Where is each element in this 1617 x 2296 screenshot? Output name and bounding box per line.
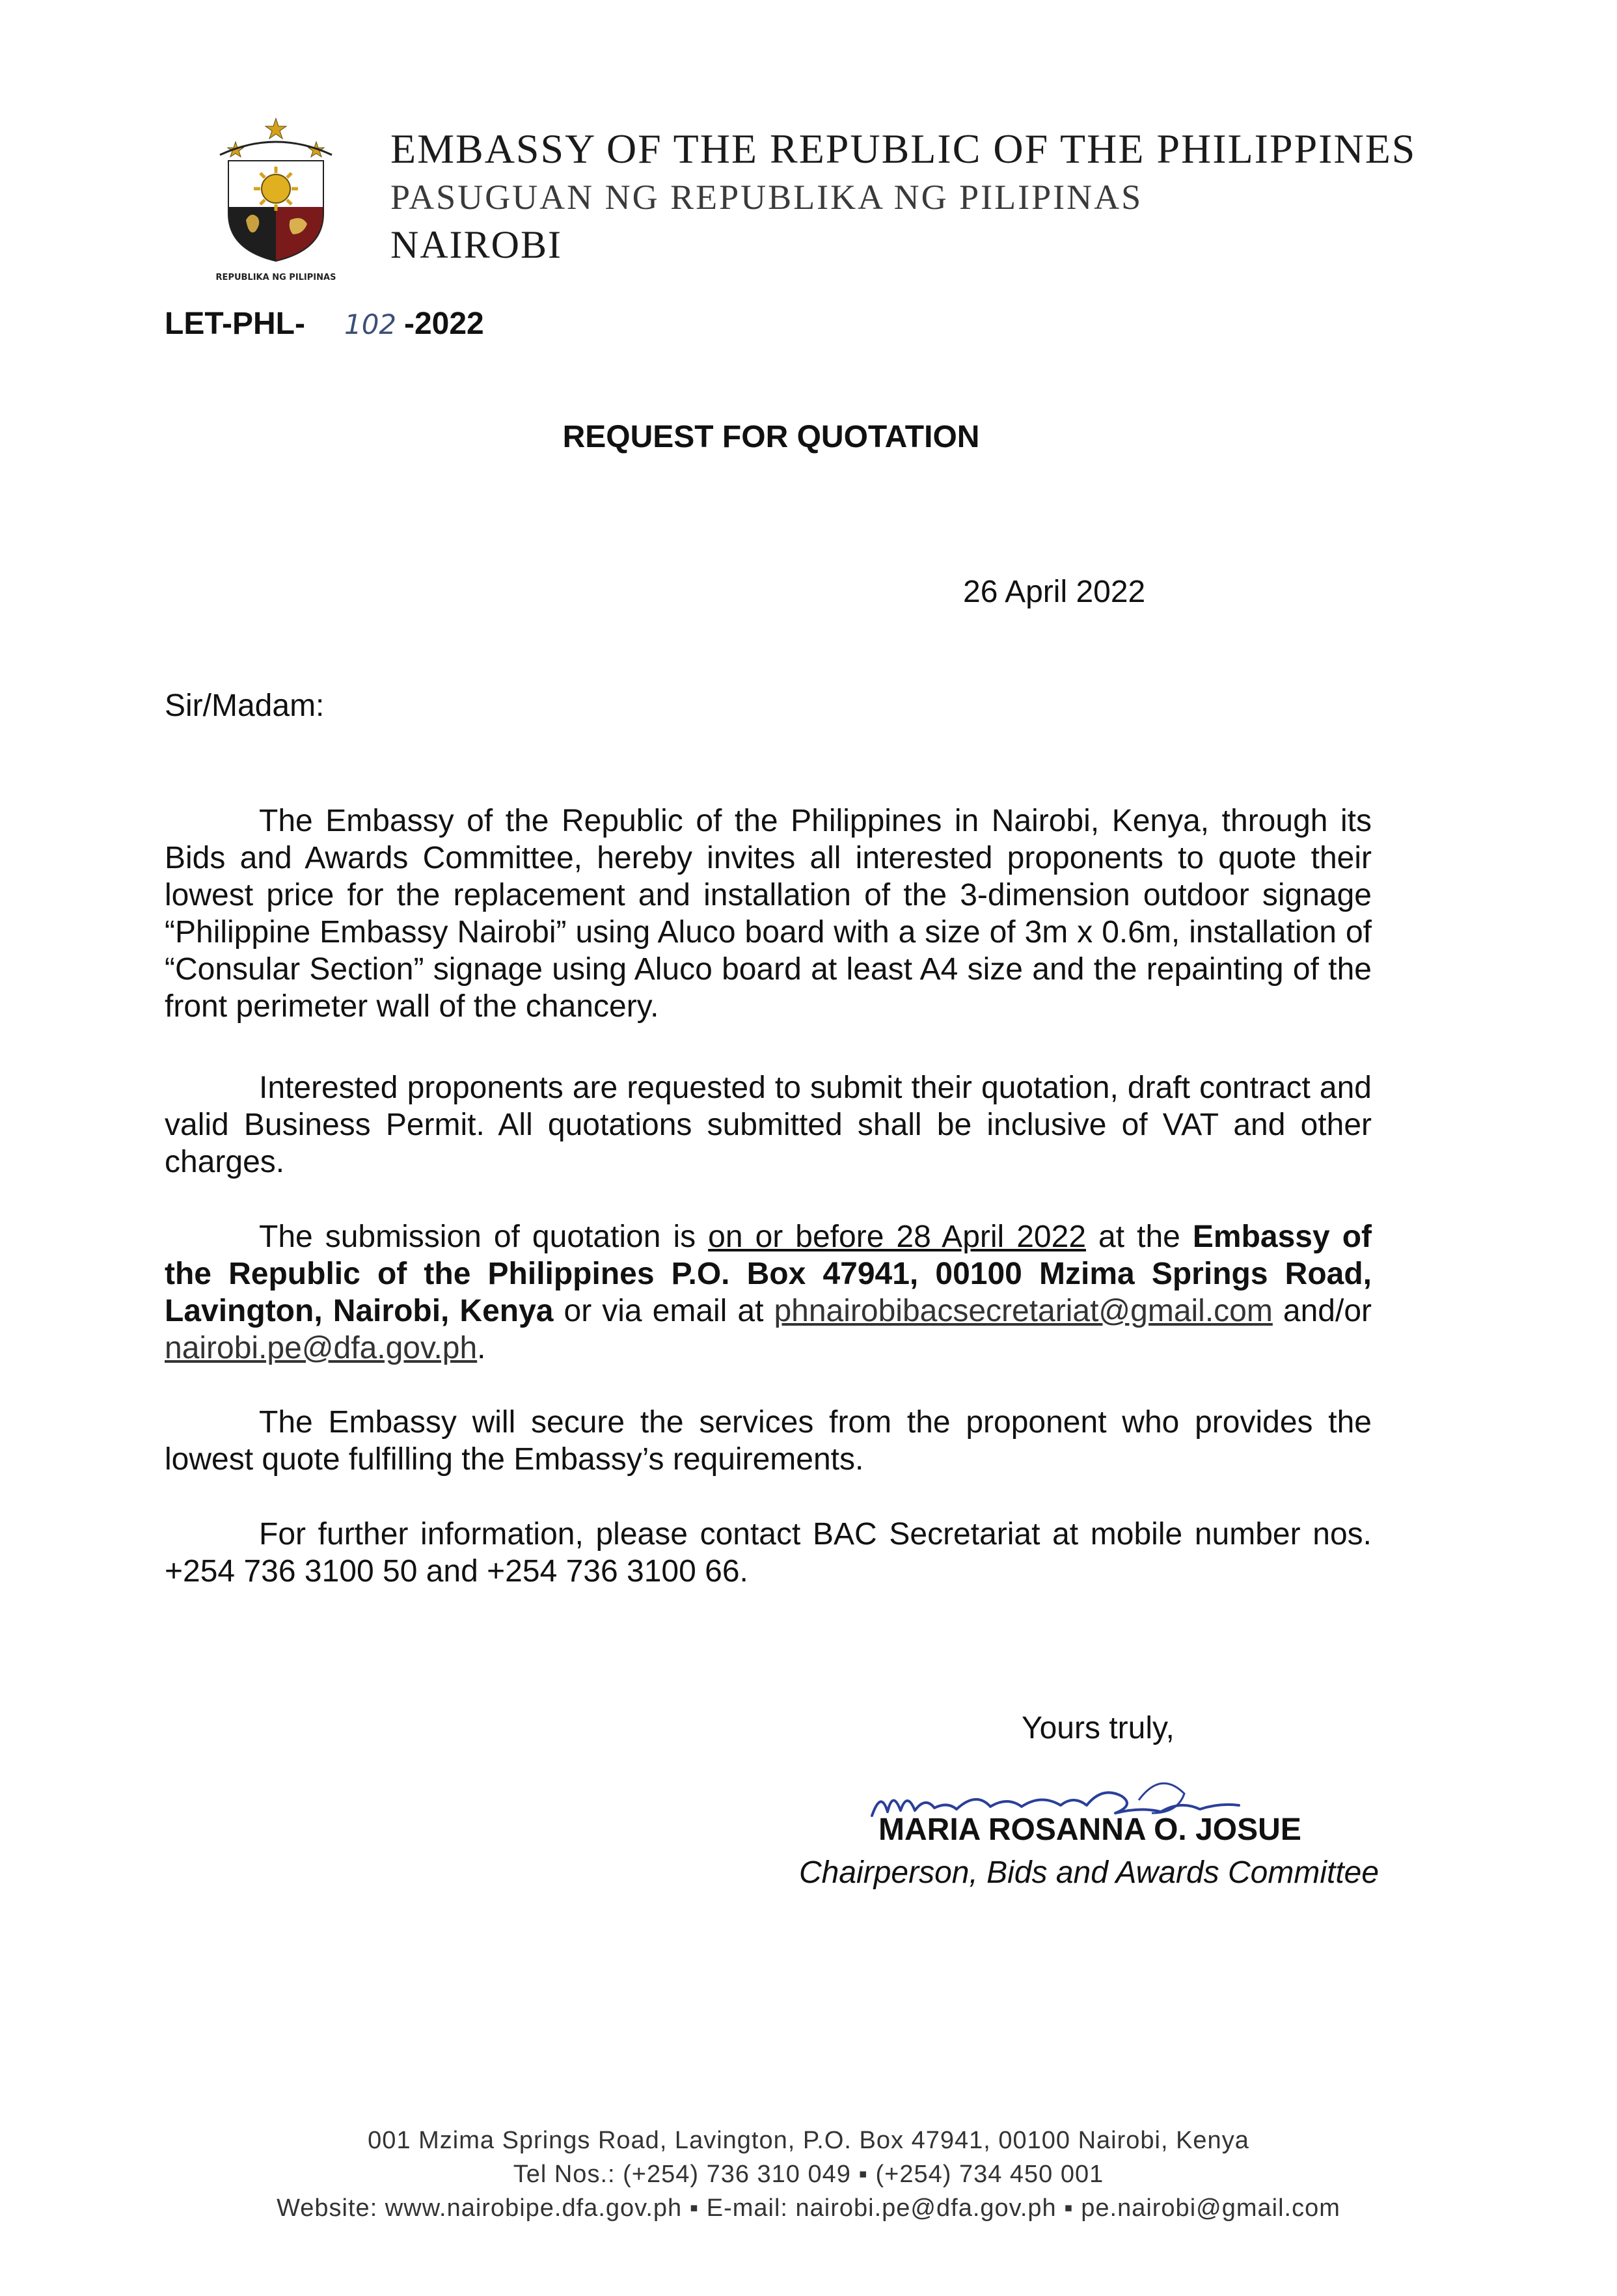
submission-text: and/or xyxy=(1272,1294,1372,1328)
philippine-seal-icon xyxy=(207,116,345,286)
seal-stars xyxy=(228,118,324,157)
submission-address: Embassy of the Republic of the Philippines P.O. Box 47941, 00100 Mzima Springs Road, Lavington, Nairobi, Kenya xyxy=(165,1220,1372,1328)
reference-handwritten-number: 102 xyxy=(344,308,397,340)
footer-web-email: Website: www.nairobipe.dfa.gov.ph ▪ E-mail: nairobi.pe@dfa.gov.ph ▪ pe.nairobi@gmail.com xyxy=(277,2194,1340,2222)
embassy-email-link[interactable]: nairobi.pe@dfa.gov.ph xyxy=(165,1331,478,1365)
seal-text: REPUBLIKA NG PILIPINAS xyxy=(215,273,336,282)
letterhead-title: EMBASSY OF THE REPUBLIC OF THE PHILIPPINES xyxy=(390,126,1417,172)
submission-text: or via email at xyxy=(553,1294,774,1328)
submission-text: . xyxy=(477,1331,486,1365)
paragraph-submission xyxy=(165,1218,1372,1367)
paragraph-requirements xyxy=(165,1069,1372,1181)
letterhead-subtitle: PASUGUAN NG REPUBLIKA NG PILIPINAS xyxy=(390,178,1143,217)
footer-address: 001 Mzima Springs Road, Lavington, P.O. Box 47941, 00100 Nairobi, Kenya xyxy=(368,2127,1249,2154)
reference-number xyxy=(165,306,484,342)
signer-name: MARIA ROSANNA O. JOSUE xyxy=(878,1812,1301,1847)
reference-suffix: -2022 xyxy=(403,307,484,341)
submission-text: The submission of quotation is xyxy=(259,1220,709,1254)
footer-telephone: Tel Nos.: (+254) 736 310 049 ▪ (+254) 734 450 001 xyxy=(513,2161,1104,2188)
paragraph-invitation xyxy=(165,802,1372,1025)
bac-email-link[interactable]: phnairobibacsecretariat@gmail.com xyxy=(774,1294,1273,1328)
paragraph-contact xyxy=(165,1516,1372,1590)
paragraph-requirements-text: Interested proponents are requested to submit their quotation, draft contract and valid Business Permit. All quotations submitted shall be inclusive of VAT and other charges. xyxy=(165,1071,1372,1179)
signer-title: Chairperson, Bids and Awards Committee xyxy=(799,1855,1379,1890)
paragraph-invitation-text: The Embassy of the Republic of the Philippines in Nairobi, Kenya, through its Bids and Awards Committee, hereby invites all interested proponents to quote their lowest price for the replacement and installation of the 3-dimension outdoor signage “Philippine Embassy Nairobi” using Aluco board with a size of 3m x 0.6m, installation of “Consular Section” signage using Aluco board at least A4 size and the repainting of the front perimeter wall of the chancery. xyxy=(165,804,1372,1024)
salutation: Sir/Madam: xyxy=(165,689,325,723)
reference-prefix: LET-PHL- xyxy=(165,307,305,341)
paragraph-award-text: The Embassy will secure the services from the proponent who provides the lowest quote fulfilling the Embassy’s requirements. xyxy=(165,1405,1372,1477)
paragraph-award xyxy=(165,1404,1372,1478)
submission-deadline: on or before 28 April 2022 xyxy=(708,1220,1087,1254)
letterhead-city: NAIROBI xyxy=(390,223,562,266)
document-title: REQUEST FOR QUOTATION xyxy=(562,420,980,454)
closing: Yours truly, xyxy=(1022,1711,1175,1745)
submission-text: at the xyxy=(1086,1220,1193,1254)
letter-date: 26 April 2022 xyxy=(963,575,1146,609)
paragraph-contact-text: For further information, please contact BAC Secretariat at mobile number nos. +254 736 3100 50 and +254 736 3100 66. xyxy=(165,1517,1372,1589)
